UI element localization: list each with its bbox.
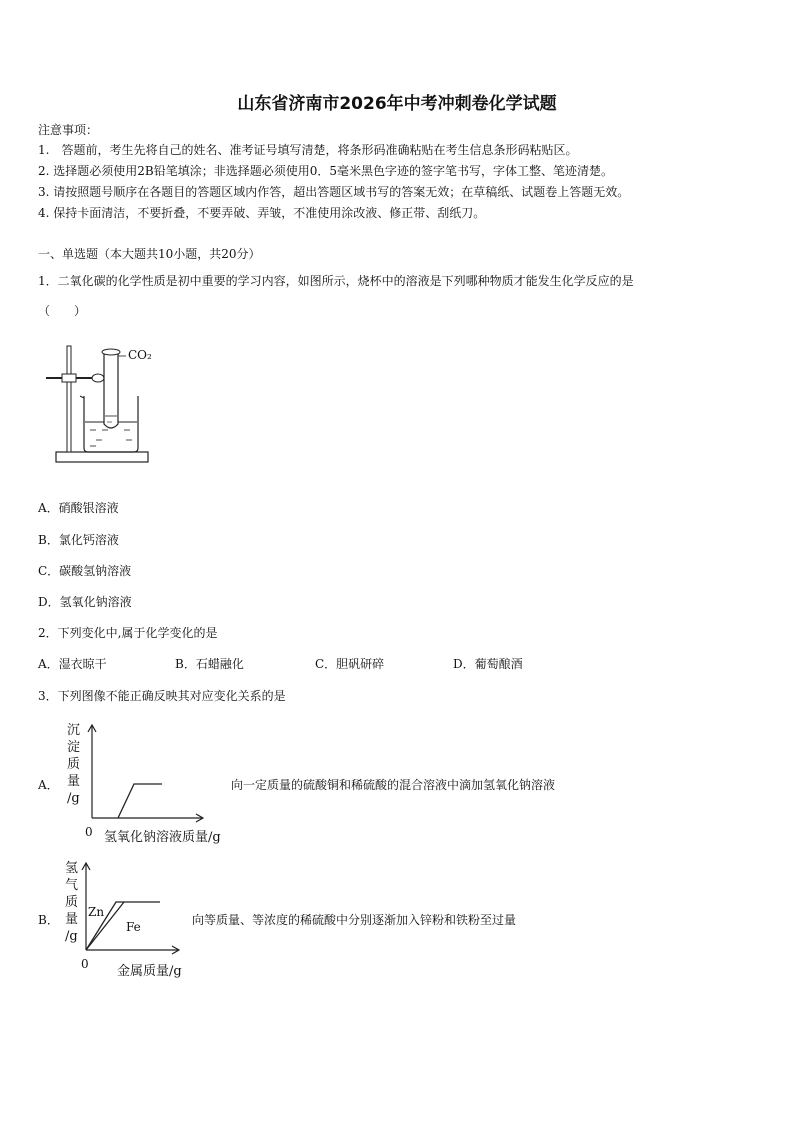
q3-a-ylabel: 沉 淀 质 量 /g [67,723,81,806]
notice-heading: 注意事项： [38,123,99,137]
q3-a-xlabel: 氢氧化钠溶液质量/g [104,830,221,845]
notice-item-1: 1. 答题前，考生先将自己的姓名、准考证号填写清楚，将条形码准确粘贴在考生信息条形码粘贴区。 [38,143,578,157]
notice-item-2: 2. 选择题必须使用2B铅笔填涂；非选择题必须使用0．5毫米黑色字迹的签字笔书写，字体工整、笔迹清楚。 [38,164,613,178]
q3-b-xlabel: 金属质量/g [117,964,182,979]
page-title: 山东省济南市2026年中考冲刺卷化学试题 [237,94,557,114]
q3-b-zn-label: Zn [88,905,105,919]
q3-b-ylabel: 氢 气 质 量 /g [65,861,79,944]
q1-co2-label: CO₂ [128,348,152,362]
q3-b-fe-label: Fe [126,920,141,934]
q1-paren: （ ） [38,304,87,318]
q2-option-c[interactable]: C．胆矾研碎 [315,657,385,671]
q2-stem: 2．下列变化中,属于化学变化的是 [38,626,218,640]
q1-option-c[interactable]: C．碳酸氢钠溶液 [38,564,132,578]
q3-a-precipitate-line [118,784,162,818]
notice-item-3: 3. 请按照题号顺序在各题目的答题区域内作答，超出答题区域书写的答案无效；在草稿纸、试题卷上答题无效。 [38,185,630,199]
q3-stem: 3．下列图像不能正确反映其对应变化关系的是 [38,689,286,703]
q2-option-d[interactable]: D．葡萄酿酒 [453,657,523,671]
q1-option-d[interactable]: D．氢氧化钠溶液 [38,595,132,609]
q3-b-desc: 向等质量、等浓度的稀硫酸中分别逐渐加入锌粉和铁粉至过量 [192,913,517,927]
q2-option-a[interactable]: A．湿衣晾干 [38,657,107,671]
q1-stem: 1．二氧化碳的化学性质是初中重要的学习内容，如图所示，烧杯中的溶液是下列哪种物质才能发生化学反应的是 [38,274,634,288]
q3-a-desc: 向一定质量的硫酸铜和稀硫酸的混合溶液中滴加氢氧化钠溶液 [231,778,556,792]
q3-b-origin: 0 [81,957,89,971]
section-heading: 一、单选题（本大题共10小题，共20分） [38,247,261,261]
q3-option-a-letter[interactable]: A． [38,778,59,792]
q1-option-a[interactable]: A．硝酸银溶液 [38,501,119,515]
q3-option-b-letter[interactable]: B． [38,913,59,927]
q2-option-b[interactable]: B．石蜡融化 [175,657,244,671]
q3-a-graph [80,722,210,822]
notice-item-4: 4. 保持卡面清洁，不要折叠，不要弄破、弄皱，不准使用涂改液、修正带、刮纸刀。 [38,206,486,220]
q3-a-origin: 0 [85,825,93,839]
q1-option-b[interactable]: B．氯化钙溶液 [38,533,119,547]
